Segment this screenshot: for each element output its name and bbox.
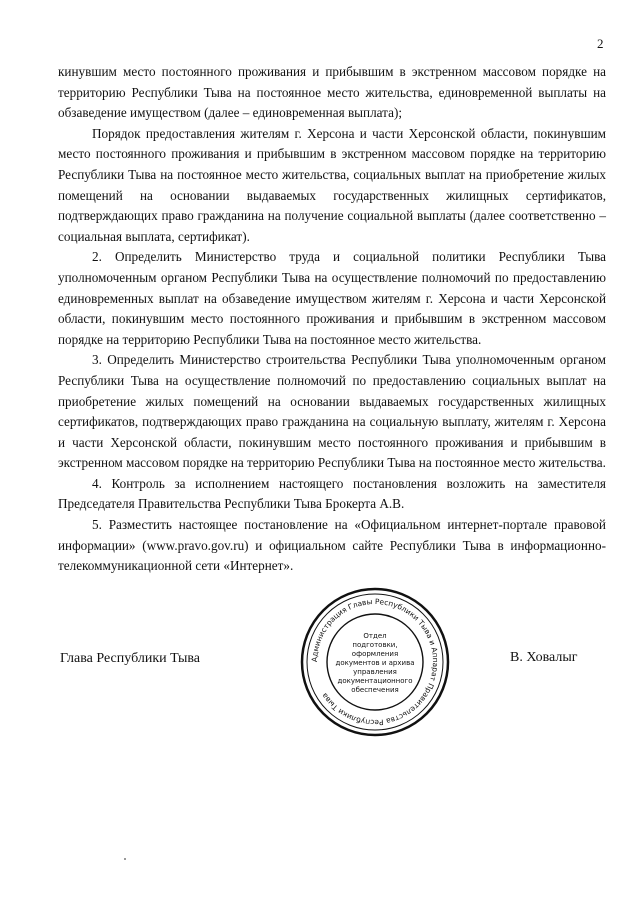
paragraph-item-4: 4. Контроль за исполнением настоящего постановления возложить на заместителя Председателя Правительства Республики Тыва Брокерта А.В. [58, 475, 606, 512]
signature-name: В. Ховалыг [510, 650, 578, 665]
seal-center-line: подготовки, [352, 641, 398, 649]
paragraph-item-2: 2. Определить Министерство труда и социальной политики Республики Тыва уполномоченным органом Республики Тыва на осуществление полномочий по предоставлению единовременных выплат на обзаведение имуществом жителям г. Херсона и части Херсонской области, покинувшим место постоянного проживания и прибывшим в экстренном массовом порядке на территорию Республики Тыва на постоянное место жительства. [58, 249, 606, 347]
paragraph-item-3: 3. Определить Министерство строительства Республики Тыва уполномоченным органом Республики Тыва на осуществление полномочий по предоставлению социальных выплат на приобретение жилых помещений на основании выдаваемых государственных жилищных сертификатов, подтверждающих право гражданина на социальную выплату, жителям г. Херсона и части Херсонской области, покинувшим место постоянного проживания и прибывшим в экстренном массовом порядке на территорию Республики Тыва на постоянное место жительства. [58, 352, 606, 471]
document-body [58, 62, 606, 577]
seal-center-line: обеспечения [351, 686, 399, 694]
page-number: 2 [597, 36, 604, 51]
seal-center-line: оформления [351, 650, 399, 658]
paragraph-continuation: кинувшим место постоянного проживания и прибывшим в экстренном массовом порядке на территорию Республики Тыва на постоянное место жительства, единовременной выплаты на обзаведение имуществом (далее – единовременная выплата); [58, 64, 606, 121]
seal-ring-text: Администрация Главы Республики Тыва и Аппарат Правительства Республики Тыва [309, 596, 441, 728]
scan-dot [124, 858, 126, 860]
paragraph-item-5: 5. Разместить настоящее постановление на «Официальном интернет-портале правовой информации» (www.pravo.gov.ru) и официальном сайте Республики Тыва в информационно-телекоммуникационной сети «Интернет». [58, 517, 606, 574]
seal-center-line: документов и архива [335, 659, 415, 667]
signature-position: Глава Республики Тыва [60, 651, 201, 666]
paragraph-procedure: Порядок предоставления жителям г. Херсона и части Херсонской области, покинувшим место постоянного проживания и прибывшим в экстренном массовом порядке на территорию Республики Тыва на постоянное место жительства, социальных выплат на приобретение жилых помещений на основании выдаваемых государственных жилищных сертификатов, подтверждающих право гражданина на получение социальной выплаты (далее соответственно – социальная выплата, сертификат). [58, 125, 606, 244]
seal-center-line: управления [353, 668, 397, 676]
seal-center-line: Отдел [363, 632, 387, 640]
official-seal [299, 586, 451, 738]
seal-center-line: документационного [337, 677, 413, 685]
